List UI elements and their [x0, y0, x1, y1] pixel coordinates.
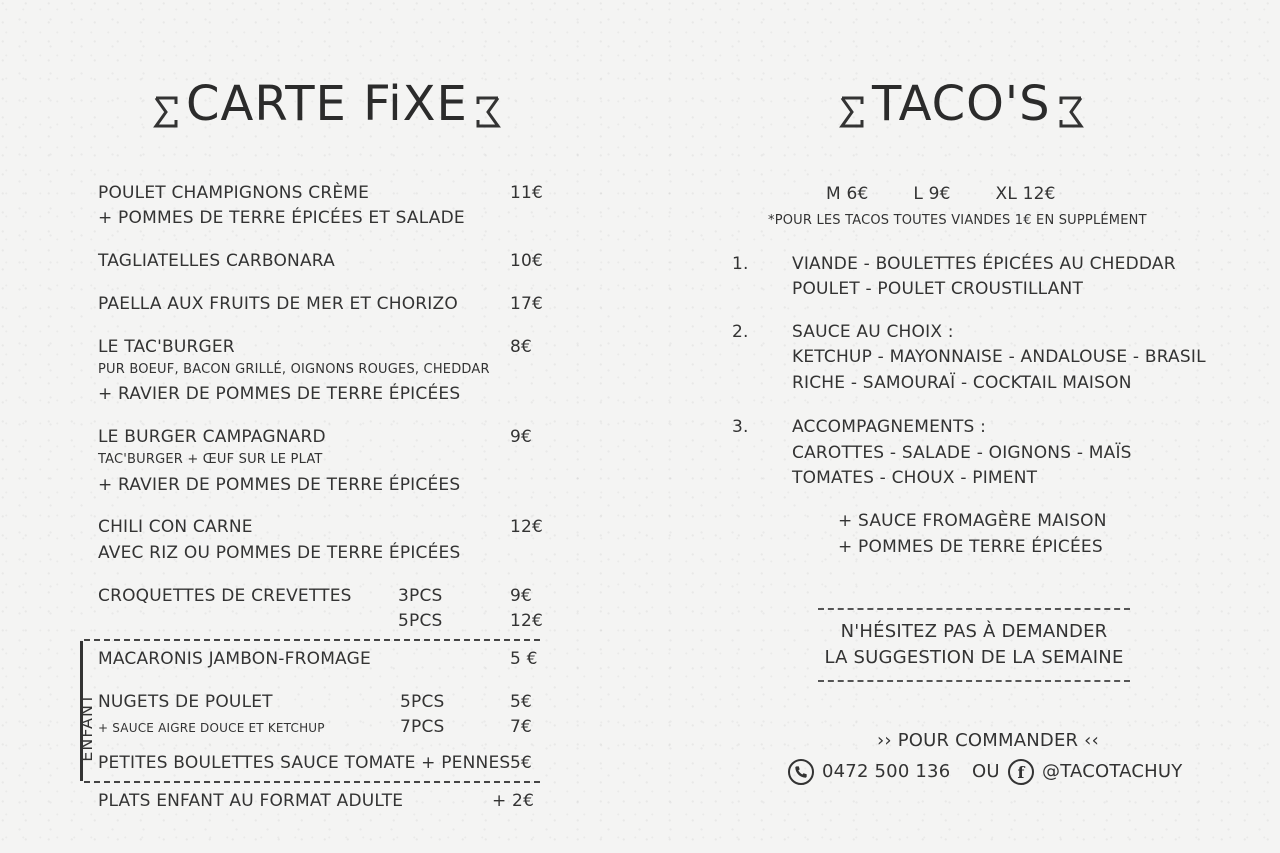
extra-line: + POMMES DE TERRE ÉPICÉES [838, 537, 1103, 557]
bracket-left-ornament [152, 86, 182, 122]
tacos-heading [838, 76, 1085, 132]
kids-item-name: PETITES BOULETTES SAUCE TOMATE + PENNES [98, 753, 511, 773]
item-qty: 5PCS [398, 611, 443, 631]
item-name: POULET CHAMPIGNONS CRÈME [98, 183, 370, 203]
item-name: LE TAC'BURGER [98, 337, 235, 357]
tacos-size-note: *POUR LES TACOS TOUTES VIANDES 1€ EN SUPPLÉMENT [768, 213, 1147, 228]
step-line: SAUCE AU CHOIX : [792, 322, 954, 342]
step-line: ACCOMPAGNEMENTS : [792, 417, 987, 437]
kids-bottom-divider [84, 781, 540, 783]
step-line: TOMATES - CHOUX - PIMENT [792, 468, 1038, 488]
facebook-icon: f [1008, 759, 1034, 785]
kids-item-price: 5 € [510, 649, 538, 669]
suggestion-line: N'HÉSITEZ PAS À DEMANDER [840, 621, 1108, 642]
phone-icon [788, 759, 814, 785]
carte-fixe-heading [152, 76, 502, 132]
kids-item-name: NUGETS DE POULET [98, 692, 273, 712]
kids-item-price: 7€ [510, 717, 533, 737]
step-line: POULET - POULET CROUSTILLANT [792, 279, 1084, 299]
item-name: CHILI CON CARNE [98, 517, 253, 537]
item-sub: + RAVIER DE POMMES DE TERRE ÉPICÉES [98, 475, 461, 495]
step-number: 3. [732, 417, 749, 437]
kids-top-divider [84, 639, 540, 641]
order-label: ›› POUR COMMANDER ‹‹ [877, 730, 1099, 751]
phone-number[interactable]: 0472 500 136 [822, 761, 951, 782]
item-price: 12€ [510, 611, 544, 631]
step-number: 2. [732, 322, 749, 342]
item-price: 12€ [510, 517, 544, 537]
facebook-handle[interactable]: @TACOTACHUY [1042, 761, 1183, 782]
item-price: 8€ [510, 337, 533, 357]
kids-item-qty: 5PCS [400, 692, 445, 712]
bracket-left-ornament [838, 86, 868, 122]
or-label: OU [972, 761, 1000, 782]
kids-item-price: 5€ [510, 692, 533, 712]
item-price: 17€ [510, 294, 544, 314]
item-detail: TAC'BURGER + ŒUF SUR LE PLAT [98, 452, 323, 467]
bracket-right-ornament [1055, 86, 1085, 122]
item-name: TAGLIATELLES CARBONARA [98, 251, 335, 271]
step-line: CAROTTES - SALADE - OIGNONS - MAÏS [792, 443, 1132, 463]
item-detail: PUR BOEUF, BACON GRILLÉ, OIGNONS ROUGES, CHEDDAR [98, 362, 490, 377]
item-name: CROQUETTES DE CREVETTES [98, 586, 352, 606]
adult-format-price: + 2€ [492, 791, 535, 811]
suggestion-line: LA SUGGESTION DE LA SEMAINE [824, 647, 1124, 668]
carte-fixe-title: CARTE FiXE [186, 76, 468, 132]
item-name: LE BURGER CAMPAGNARD [98, 427, 326, 447]
item-price: 10€ [510, 251, 544, 271]
adult-format-label: PLATS ENFANT AU FORMAT ADULTE [98, 791, 404, 811]
item-price: 9€ [510, 427, 533, 447]
item-price: 11€ [510, 183, 544, 203]
step-line: KETCHUP - MAYONNAISE - ANDALOUSE - BRASIL [792, 347, 1206, 367]
item-sub: + RAVIER DE POMMES DE TERRE ÉPICÉES [98, 384, 461, 404]
suggestion-box [818, 608, 1130, 682]
tacos-sizes: M 6€ L 9€ XL 12€ [826, 184, 1056, 204]
bracket-right-ornament [472, 86, 502, 122]
kids-item-name: MACARONIS JAMBON-FROMAGE [98, 649, 371, 669]
kids-label: ENFANT [76, 693, 96, 762]
item-sub: + POMMES DE TERRE ÉPICÉES ET SALADE [98, 208, 465, 228]
item-price: 9€ [510, 586, 533, 606]
step-line: RICHE - SAMOURAÏ - COCKTAIL MAISON [792, 373, 1132, 393]
item-sub: AVEC RIZ OU POMMES DE TERRE ÉPICÉES [98, 543, 461, 563]
tacos-title: TACO'S [872, 76, 1051, 132]
kids-item-qty: 7PCS [400, 717, 445, 737]
item-name: PAELLA AUX FRUITS DE MER ET CHORIZO [98, 294, 458, 314]
extra-line: + SAUCE FROMAGÈRE MAISON [838, 511, 1107, 531]
step-line: VIANDE - BOULETTES ÉPICÉES AU CHEDDAR [792, 254, 1176, 274]
item-qty: 3PCS [398, 586, 443, 606]
kids-item-sub: + SAUCE AIGRE DOUCE ET KETCHUP [98, 721, 325, 735]
step-number: 1. [732, 254, 749, 274]
kids-item-price: 5€ [510, 753, 533, 773]
